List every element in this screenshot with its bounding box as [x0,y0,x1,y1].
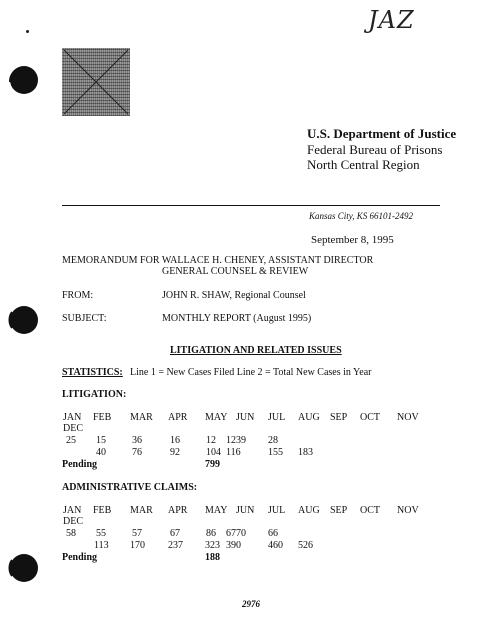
doj-seal-logo [62,48,130,116]
from-value: JOHN R. SHAW, Regional Counsel [162,290,306,301]
admin-line1-value: 6770 [226,528,246,539]
litigation-line2-value: 92 [170,447,180,458]
litigation-heading: LITIGATION: [62,389,127,400]
litigation-line1-value: 36 [132,435,142,446]
admin-claims-heading: ADMINISTRATIVE CLAIMS: [62,482,198,493]
admin-month-mar: MAR [130,505,153,516]
statistics-label: STATISTICS: [62,367,123,378]
memo-for-line2: GENERAL COUNSEL & REVIEW [162,266,309,277]
page-number: 2976 [242,599,260,609]
admin-line2-value: 323 [205,540,220,551]
admin-line1-value: 86 [206,528,216,539]
admin-month-nov: NOV [397,505,419,516]
memo-date: September 8, 1995 [311,234,394,246]
litigation-month-oct: OCT [360,412,380,423]
litigation-line2-value: 104 [206,447,221,458]
letterhead-bureau: Federal Bureau of Prisons [307,142,443,157]
admin-month-jan: JAN [63,505,82,516]
admin-pending-label: Pending [62,552,98,563]
punch-hole-icon [8,60,44,100]
admin-line2-value: 390 [226,540,241,551]
admin-pending-value: 188 [205,552,220,563]
litigation-month-jan: JAN [63,412,82,423]
memo-for-line1: MEMORANDUM FOR WALLACE H. CHENEY, ASSISTANT DIRECTOR [62,255,374,266]
subject-label: SUBJECT: [62,313,107,324]
litigation-line1-value: 12 [206,435,216,446]
letterhead-rule [62,205,440,206]
stray-mark [26,30,29,33]
seal-cross-icon [62,48,130,116]
admin-line2-value: 526 [298,540,313,551]
litigation-line1-value: 1239 [226,435,246,446]
litigation-line1-value: 16 [170,435,180,446]
litigation-month-apr: APR [168,412,188,423]
litigation-line2-value: 76 [132,447,142,458]
handwritten-initials: JAZ [368,6,415,34]
litigation-month-aug: AUG [298,412,320,423]
litigation-line2-value: 155 [268,447,283,458]
admin-line2-value: 237 [168,540,183,551]
admin-line1-value: 66 [268,528,278,539]
litigation-month-mar: MAR [130,412,153,423]
admin-month-jul: JUL [268,505,286,516]
litigation-line1-value: 28 [268,435,278,446]
admin-line1-value: 67 [170,528,180,539]
litigation-month-feb: FEB [93,412,112,423]
admin-month-jun: JUN [236,505,255,516]
from-label: FROM: [62,290,94,301]
admin-line2-value: 170 [130,540,145,551]
admin-month-apr: APR [168,505,188,516]
litigation-month-nov: NOV [397,412,419,423]
admin-line1-value: 57 [132,528,142,539]
admin-line1-value: 55 [96,528,106,539]
litigation-month-may: MAY [205,412,228,423]
punch-hole-icon [8,300,44,340]
litigation-line1-value: 15 [96,435,106,446]
statistics-note: Line 1 = New Cases Filed Line 2 = Total New Cases in Year [130,367,372,378]
litigation-line2-value: 116 [226,447,241,458]
admin-line2-value: 460 [268,540,283,551]
litigation-pending-value: 799 [205,459,220,470]
litigation-month-sep: SEP [330,412,348,423]
admin-month-dec: DEC [63,516,83,527]
litigation-pending-label: Pending [62,459,98,470]
admin-line2-value: 113 [94,540,109,551]
litigation-line1-value: 25 [66,435,76,446]
litigation-month-jun: JUN [236,412,255,423]
admin-month-may: MAY [205,505,228,516]
admin-line1-value: 58 [66,528,76,539]
punch-hole-icon [8,548,44,588]
litigation-line2-value: 183 [298,447,313,458]
letterhead-department: U.S. Department of Justice [307,126,457,141]
admin-month-aug: AUG [298,505,320,516]
admin-month-feb: FEB [93,505,112,516]
litigation-month-dec: DEC [63,423,83,434]
litigation-month-jul: JUL [268,412,286,423]
admin-month-oct: OCT [360,505,380,516]
litigation-line2-value: 40 [96,447,106,458]
subject-value: MONTHLY REPORT (August 1995) [162,313,312,324]
section-title: LITIGATION AND RELATED ISSUES [170,345,342,356]
admin-month-sep: SEP [330,505,348,516]
letterhead-region: North Central Region [307,157,420,172]
location-line: Kansas City, KS 66101-2492 [309,211,414,221]
